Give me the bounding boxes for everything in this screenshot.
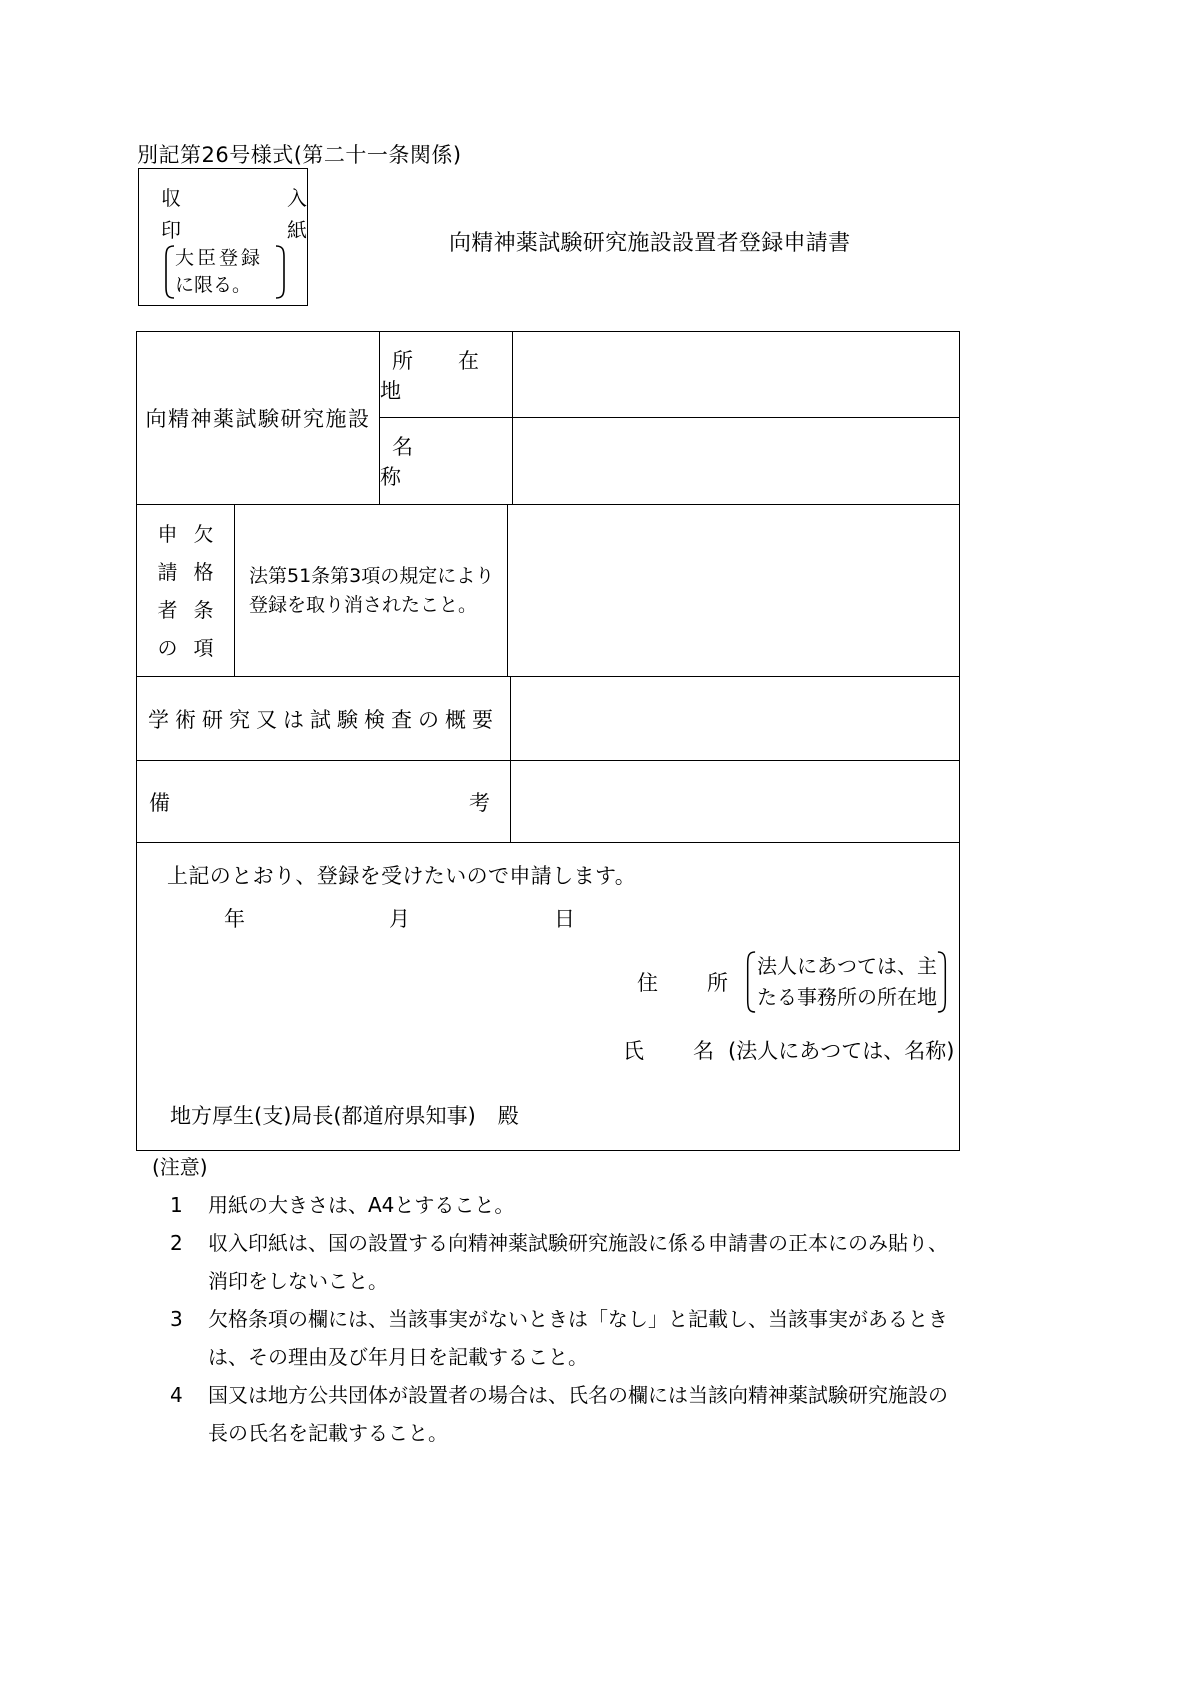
address-note-line2: たる事務所の所在地: [757, 985, 937, 1009]
summary-label: 学術研究又は試験検査の概要: [137, 677, 511, 760]
application-table: [136, 331, 960, 1151]
table-row-disqualification: [137, 505, 959, 677]
notes-title: (注意): [152, 1155, 208, 1179]
note-item: [170, 1376, 1052, 1452]
facility-label-cell: [137, 332, 380, 504]
address-label: 住 所: [637, 971, 742, 995]
stamp-label-line1: 収 入: [161, 186, 329, 210]
note-item: [170, 1224, 1052, 1300]
addressee-title: 地方厚生(支)局長(都道府県知事): [170, 1104, 476, 1128]
revenue-stamp-box: [138, 168, 329, 306]
bracket-right-icon: [275, 245, 287, 299]
summary-input[interactable]: [511, 677, 959, 760]
bracket-left-icon: [744, 951, 757, 1013]
facility-name-input[interactable]: [513, 418, 959, 504]
table-row-name: [380, 418, 959, 504]
note-line: 欠格条項の欄には、当該事実がないときは「なし」と記載し、当該事実があるとき: [208, 1307, 948, 1331]
address-note-text: [757, 951, 937, 1013]
note-body: [208, 1186, 1052, 1224]
stamp-bracket-line1: 大臣登録: [175, 247, 264, 269]
disqualification-label-cell: [137, 505, 235, 676]
note-number: 2: [170, 1231, 183, 1255]
facility-name-label: 名 称: [380, 418, 513, 504]
remarks-input[interactable]: [511, 761, 959, 842]
disqualification-label-col2: 欠 格 条 項: [193, 521, 214, 660]
addressee-line: [170, 1100, 519, 1130]
bracket-left-icon: [163, 245, 175, 299]
disqualification-text-cell: [235, 505, 508, 676]
declaration-statement: 上記のとおり、登録を受けたいので申請します。: [167, 864, 637, 888]
location-input[interactable]: [513, 332, 959, 417]
disqualification-text-line1: 法第51条第3項の規定により: [249, 564, 495, 587]
note-number: 1: [170, 1193, 183, 1217]
note-item: [170, 1300, 1052, 1376]
remarks-label: [137, 761, 511, 842]
note-line: 国又は地方公共団体が設置者の場合は、氏名の欄には当該向精神薬試験研究施設の: [208, 1383, 948, 1407]
note-line: 長の氏名を記載すること。: [208, 1421, 448, 1445]
remarks-label-left: 備: [149, 790, 170, 815]
table-row-remarks: [137, 761, 959, 843]
remarks-label-right: 考: [469, 790, 490, 815]
address-note-line1: 法人にあつては、主: [757, 954, 937, 978]
stamp-bracket-line2: に限る。: [175, 274, 252, 296]
note-body: [208, 1224, 1052, 1300]
address-note-bracket: [744, 951, 950, 1013]
addressee-suffix: 殿: [497, 1104, 519, 1128]
note-body: [208, 1300, 1052, 1376]
facility-detail-cell: [380, 332, 959, 504]
disqualification-label-col1: 申 請 者 の: [157, 521, 178, 660]
note-number: 4: [170, 1383, 183, 1407]
disqualification-input[interactable]: [508, 505, 959, 676]
note-line: 用紙の大きさは、A4とすること。: [208, 1193, 515, 1217]
note-line: 収入印紙は、国の設置する向精神薬試験研究施設に係る申請書の正本にのみ貼り、: [208, 1231, 948, 1255]
facility-label: 向精神薬試験研究施設: [145, 407, 371, 431]
note-number: 3: [170, 1307, 183, 1331]
applicant-name-note: (法人にあつては、名称): [728, 1039, 955, 1063]
stamp-bracket-text: [175, 245, 275, 299]
table-row-facility: [137, 332, 959, 505]
applicant-name-row: [623, 1035, 954, 1065]
declaration-date-line[interactable]: 年 月 日: [224, 907, 609, 931]
notes-section: [152, 1148, 1052, 1452]
table-row-location: [380, 332, 959, 418]
stamp-bracket-group: [163, 245, 287, 299]
page-title: 向精神薬試験研究施設設置者登録申請書: [449, 231, 851, 256]
location-label: 所 在 地: [380, 332, 513, 417]
applicant-name-label: 氏 名: [623, 1039, 728, 1063]
disqualification-text-line2: 登録を取り消されたこと。: [249, 593, 478, 616]
declaration-block: [137, 843, 959, 1150]
disqualification-text: [235, 562, 494, 620]
stamp-label-line2: 印 紙: [161, 218, 329, 242]
note-line: は、その理由及び年月日を記載すること。: [208, 1345, 588, 1369]
table-row-summary: [137, 677, 959, 761]
form-number: 別記第26号様式(第二十一条関係): [137, 143, 462, 167]
note-body: [208, 1376, 1052, 1452]
notes-list: [152, 1186, 1052, 1452]
bracket-right-icon: [937, 951, 950, 1013]
note-item: [170, 1186, 1052, 1224]
note-line: 消印をしないこと。: [208, 1269, 388, 1293]
applicant-address-row: [623, 951, 950, 1013]
